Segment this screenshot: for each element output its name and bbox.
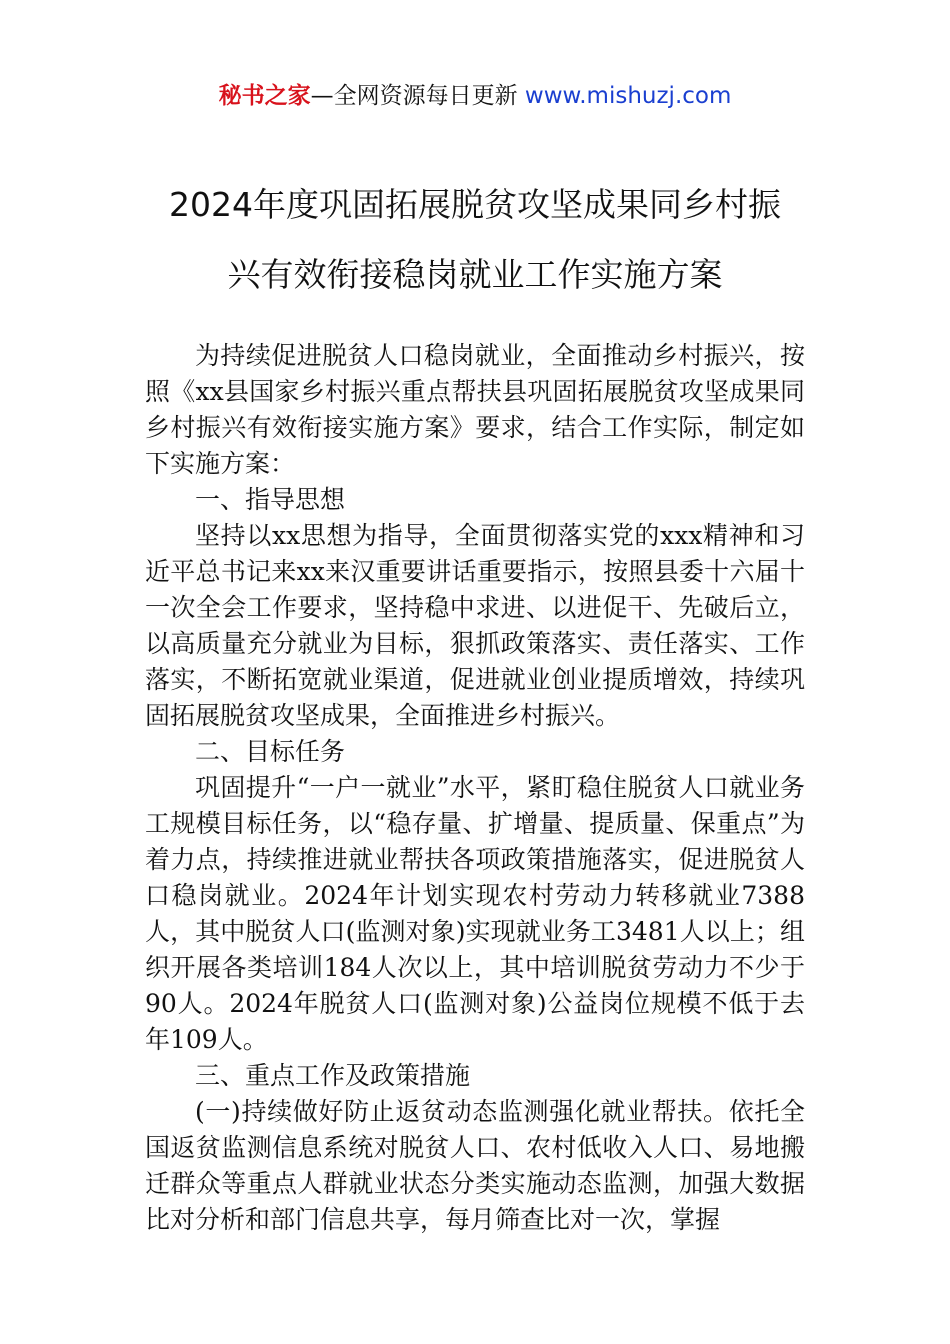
intro-paragraph: 为持续促进脱贫人口稳岗就业，全面推动乡村振兴，按照《xx县国家乡村振兴重点帮扶县巩固拓展脱贫攻坚成果同乡村振兴有效衔接实施方案》要求，结合工作实际，制定如下实施方案：: [145, 341, 805, 478]
section-heading-key-work: 三、重点工作及政策措施: [195, 1061, 471, 1090]
title-line-2: 兴有效衔接稳岗就业工作实施方案: [227, 255, 723, 294]
guiding-thought-paragraph: 坚持以xx思想为指导，全面贯彻落实党的xxx精神和习近平总书记来xx来汉重要讲话重要指示，按照县委十六届十一次全会工作要求，坚持稳中求进、以进促干、先破后立，以高质量充分就业为目标，狠抓政策落实、责任落实、工作落实，不断拓宽就业渠道，促进就业创业提质增效，持续巩固拓展脱贫攻坚成果，全面推进乡村振兴。: [145, 521, 805, 730]
document-title: [145, 170, 805, 310]
targets-paragraph: 巩固提升“一户一就业”水平，紧盯稳住脱贫人口就业务工规模目标任务，以“稳存量、扩增量、提质量、保重点”为着力点，持续推进就业帮扶各项政策措施落实，促进脱贫人口稳岗就业。2024年计划实现农村劳动力转移就业7388人，其中脱贫人口(监测对象)实现就业务工3481人以上；组织开展各类培训184人次以上，其中培训脱贫劳动力不少于90人。2024年脱贫人口(监测对象)公益岗位规模不低于去年109人。: [145, 773, 805, 1054]
document-body: [145, 338, 805, 1238]
title-line-1: 2024年度巩固拓展脱贫攻坚成果同乡村振: [169, 185, 781, 224]
section-heading-targets: 二、目标任务: [195, 737, 346, 766]
key-work-paragraph: (一)持续做好防止返贫动态监测强化就业帮扶。依托全国返贫监测信息系统对脱贫人口、农村低收入人口、易地搬迁群众等重点人群就业状态分类实施动态监测，加强大数据比对分析和部门信息共享，每月筛查比对一次，掌握: [145, 1097, 805, 1234]
section-heading-guiding-thought: 一、指导思想: [195, 485, 346, 514]
site-tagline: —全网资源每日更新: [310, 83, 518, 109]
site-header: [0, 80, 950, 112]
site-url-link[interactable]: www.mishuzj.com: [524, 83, 732, 109]
site-brand: 秘书之家: [218, 83, 311, 109]
